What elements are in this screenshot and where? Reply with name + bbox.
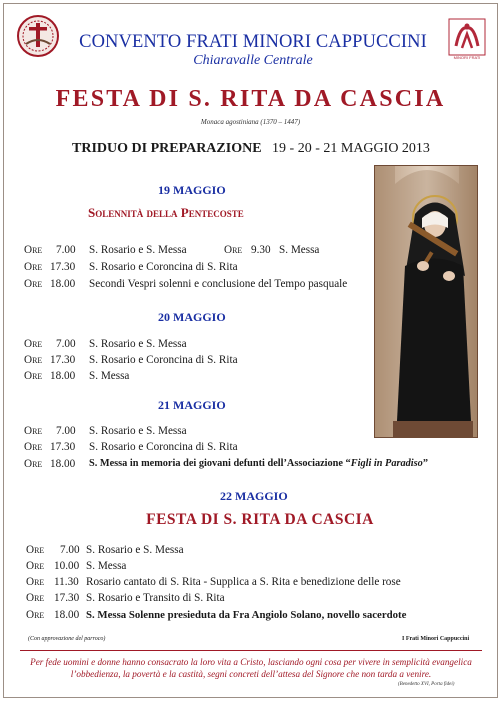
row-label: Ore <box>24 244 43 256</box>
convent-place: Chiaravalle Centrale <box>193 53 313 68</box>
day2-date: 20 MAGGIO <box>158 310 226 324</box>
row-label: Ore <box>24 441 43 453</box>
schedule-row <box>24 260 364 274</box>
row-label: Ore <box>24 370 43 382</box>
row-time: 7.00 <box>56 244 76 256</box>
row-text: S. Messa Solenne presieduta da Fra Angiolo Solano, novello sacerdote <box>86 609 407 621</box>
row-label: Ore <box>24 425 43 437</box>
row-text: S. Messa <box>279 244 320 256</box>
row-text: S. Rosario e S. Messa <box>89 244 187 256</box>
day3-date: 21 MAGGIO <box>158 398 226 412</box>
schedule-row <box>26 591 366 605</box>
row-time: 17.30 <box>50 261 76 273</box>
row-time: 18.00 <box>50 458 76 470</box>
logo-caption: MINORI FRATI <box>453 55 481 60</box>
schedule-row <box>24 243 364 257</box>
row-label: Ore <box>26 544 45 556</box>
franciscan-tau-emblem-icon <box>16 14 60 58</box>
quote-source: (Benedetto XVI, Porta fidei) <box>398 682 455 687</box>
event-subtitle: Monaca agostiniana (1370 – 1447) <box>200 118 301 126</box>
row-label: Ore <box>224 244 243 256</box>
schedule-row <box>26 543 366 557</box>
schedule-row <box>24 440 364 454</box>
row-label: Ore <box>26 576 45 588</box>
row-text: S. Rosario e S. Messa <box>89 338 187 350</box>
row-time: 7.00 <box>56 425 76 437</box>
day1-date: 19 MAGGIO <box>158 183 226 197</box>
row-text-italic: Figli in Paradiso <box>350 458 423 469</box>
row-label: Ore <box>24 458 43 470</box>
row-time: 17.30 <box>50 441 76 453</box>
schedule-row <box>26 575 486 589</box>
row-text: S. Rosario e Coroncina di S. Rita <box>89 441 238 453</box>
row-text: S. Messa <box>89 370 130 382</box>
day4-date: 22 MAGGIO <box>220 489 288 503</box>
schedule-row <box>26 559 366 573</box>
row-text: S. Rosario e Coroncina di S. Rita <box>89 354 238 366</box>
schedule-row <box>24 353 364 367</box>
schedule-row <box>24 424 364 438</box>
row-text-end: ” <box>422 458 428 469</box>
row-text <box>89 457 428 471</box>
row-time: 7.00 <box>60 544 80 556</box>
day4-feast: FESTA DI S. RITA DA CASCIA <box>146 511 374 528</box>
triduo-label: TRIDUO DI PREPARAZIONE <box>72 141 262 156</box>
row-time: 7.00 <box>56 338 76 350</box>
row-label: Ore <box>24 261 43 273</box>
row-time: 9.30 <box>251 244 271 256</box>
day1-feast: Solennità della Pentecoste <box>88 205 244 220</box>
row-label: Ore <box>24 338 43 350</box>
schedule-row <box>24 277 374 291</box>
schedule-row <box>24 337 364 351</box>
schedule-row <box>24 457 484 471</box>
saint-rita-statue-photo <box>374 165 478 438</box>
triduo-line <box>72 141 430 157</box>
row-label: Ore <box>26 560 45 572</box>
footer-quote: Per fede uomini e donne hanno consacrato la loro vita a Cristo, lasciando ogni cosa per vivere in semplicità evangelica l’obbedienza, la povertà e la castità, segni concreti dell’attesa del Signore che non tarda a venire. <box>30 657 472 679</box>
row-text-main: S. Messa in memoria dei giovani defunti dell’Associazione “ <box>89 458 351 469</box>
schedule-row <box>24 369 364 383</box>
convent-name: CONVENTO FRATI MINORI CAPPUCCINI <box>79 32 427 52</box>
row-time: 18.00 <box>50 278 76 290</box>
row-time: 11.30 <box>54 576 79 588</box>
approval-note: (Con approvazione del parroco) <box>28 636 106 642</box>
row-time: 10.00 <box>54 560 80 572</box>
row-text: S. Rosario e Transito di S. Rita <box>86 592 225 604</box>
row-label: Ore <box>26 592 45 604</box>
frati-logo-icon <box>448 18 486 58</box>
row-text: Secondi Vespri solenni e conclusione del Tempo pasquale <box>89 278 348 290</box>
signature: I Frati Minori Cappuccini <box>402 636 470 642</box>
row-text: S. Messa <box>86 560 127 572</box>
row-label: Ore <box>26 609 45 621</box>
row-label: Ore <box>24 354 43 366</box>
row-text: S. Rosario e Coroncina di S. Rita <box>89 261 238 273</box>
event-title: FESTA DI S. RITA DA CASCIA <box>55 86 446 112</box>
row-text: S. Rosario e S. Messa <box>89 425 187 437</box>
row-text: S. Rosario e S. Messa <box>86 544 184 556</box>
row-time: 17.30 <box>54 592 80 604</box>
saint-rita-statue-icon <box>375 166 478 438</box>
row-time: 18.00 <box>54 609 80 621</box>
divider <box>20 650 482 651</box>
row-time: 18.00 <box>50 370 76 382</box>
row-time: 17.30 <box>50 354 76 366</box>
triduo-dates: 19 - 20 - 21 MAGGIO 2013 <box>272 141 430 156</box>
schedule-row <box>26 608 486 622</box>
row-text: Rosario cantato di S. Rita - Supplica a S. Rita e benedizione delle rose <box>86 576 401 588</box>
row-label: Ore <box>24 278 43 290</box>
